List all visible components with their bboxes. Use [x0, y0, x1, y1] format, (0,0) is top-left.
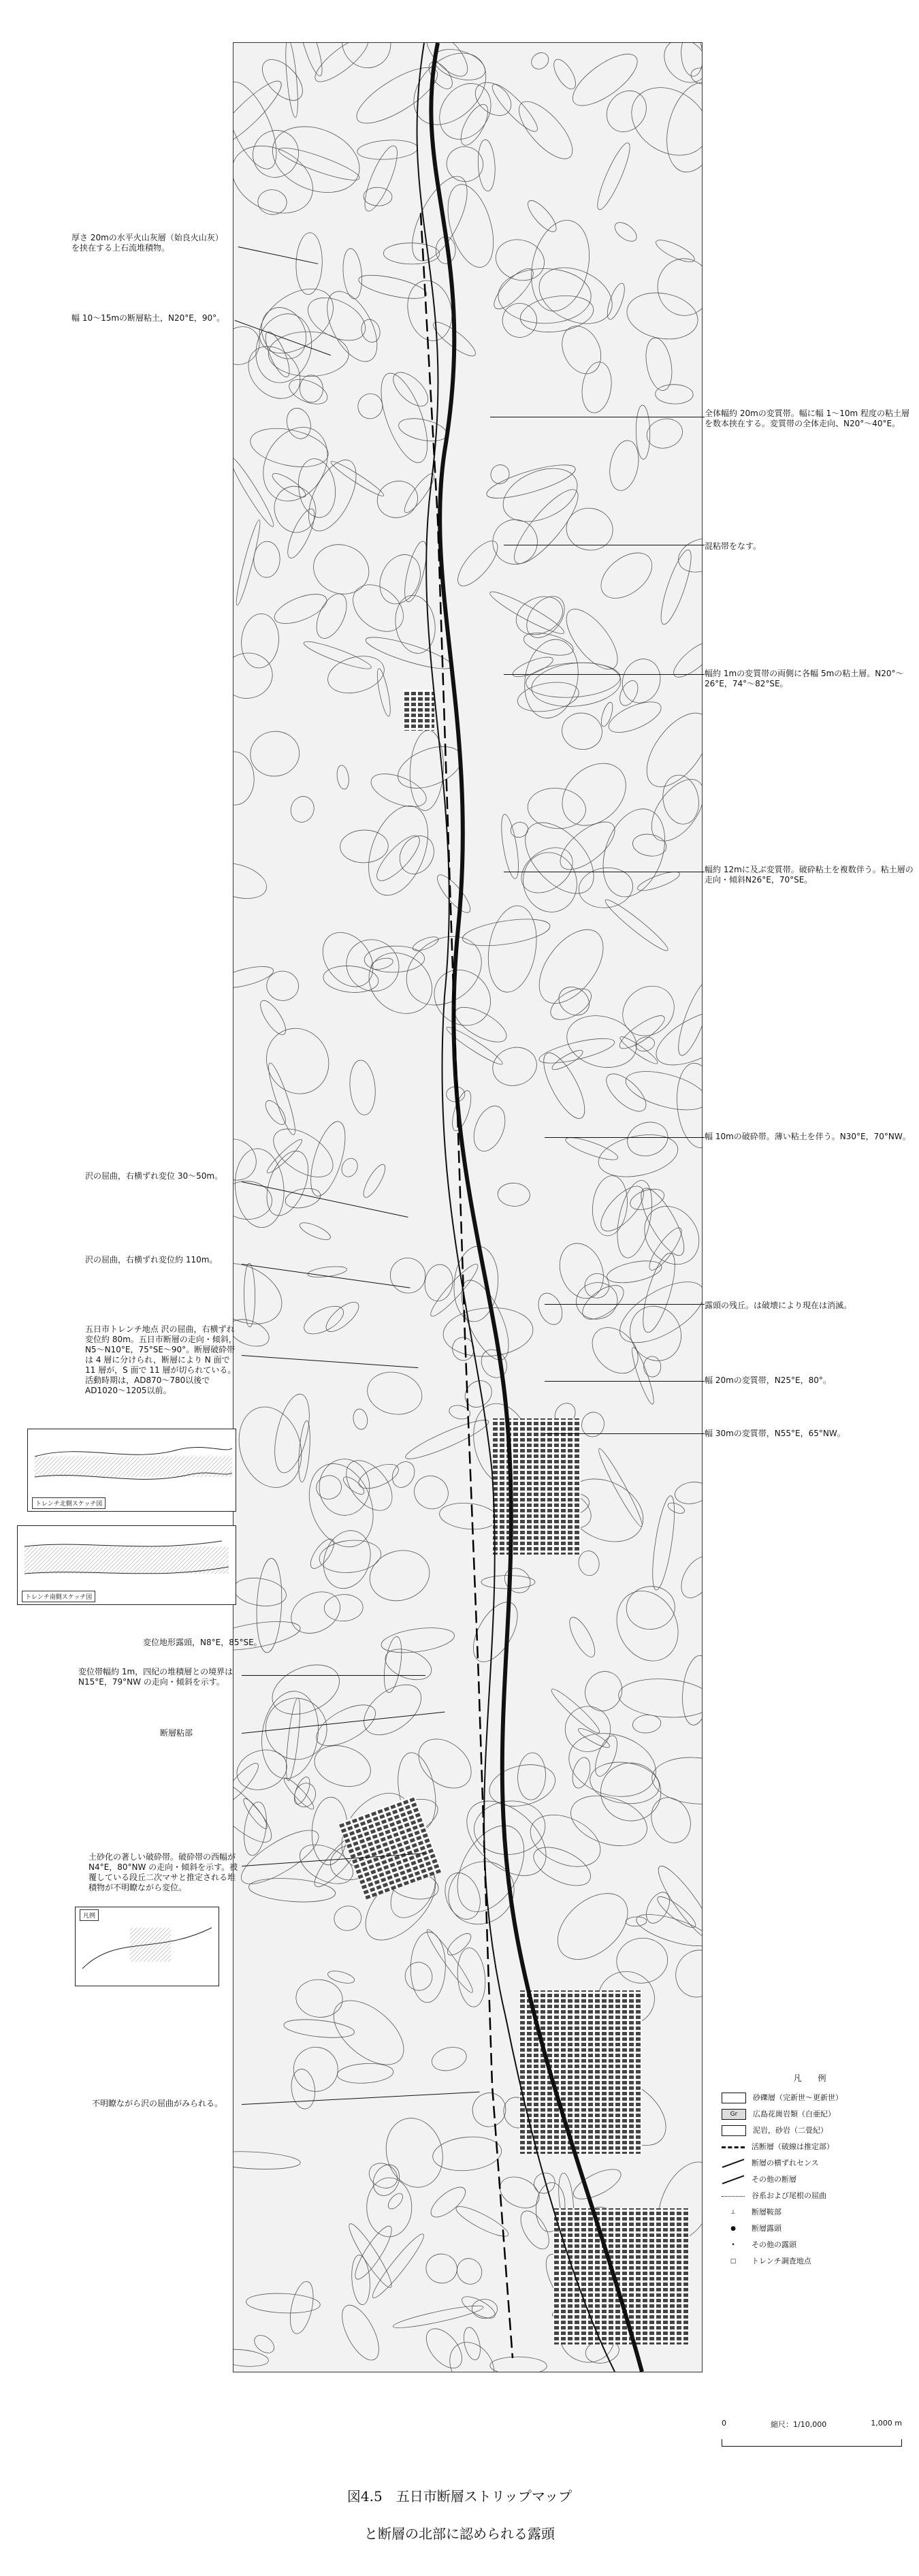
legend-item	[722, 2139, 902, 2155]
town-block	[519, 1990, 642, 2154]
scale-max: 1,000 m	[871, 2419, 902, 2428]
outcrop-sketch	[75, 1907, 219, 1986]
leader-line	[545, 1304, 705, 1305]
legend-swatch	[722, 2146, 745, 2148]
annotation-left-3: 沢の屈曲，右横ずれ変位 30〜50m。	[85, 1171, 223, 1181]
legend-item	[722, 2204, 902, 2221]
town-block	[492, 1418, 581, 1555]
legend-label: 活断層（破線は推定部）	[752, 2142, 834, 2151]
leader-line	[504, 674, 705, 675]
annotation-left-8: 断層粘部	[160, 1728, 193, 1738]
scale-ratio: 縮尺：1/10,000	[771, 2420, 827, 2429]
scale-bar	[722, 2419, 902, 2447]
legend-label: その他の露頭	[752, 2240, 796, 2249]
annotation-right-3: 幅約 1mの変質帯の両側に各幅 5mの粘土層。N20°〜26°E，74°〜82°SE。	[705, 669, 904, 688]
legend-label: その他の断層	[752, 2175, 796, 2184]
legend-mark: Gr	[730, 2111, 738, 2118]
annotation-right-8: 幅 30mの変質帯，N55°E，65°NW。	[705, 1429, 845, 1438]
legend-item	[722, 2237, 902, 2253]
map-legend	[722, 2073, 902, 2298]
annotation-left-10: 不明瞭ながら沢の屈曲がみられる。	[92, 2099, 223, 2108]
legend-label: 砂礫層（完新世〜更新世）	[753, 2093, 843, 2102]
figure-caption-line2: と断層の北部に認められる露頭	[364, 2526, 555, 2542]
annotation-right-6: 露頭の残丘。は破壊により現在は消滅。	[705, 1301, 852, 1310]
legend-swatch	[722, 2125, 746, 2136]
annotation-right-5: 幅 10mの破砕帯。薄い粘土を伴う。N30°E，70°NW。	[705, 1132, 911, 1141]
annotation-right-7: 幅 20mの変質帯，N25°E，80°。	[705, 1376, 831, 1385]
legend-item	[722, 2253, 902, 2270]
trench-sketch-north	[27, 1429, 236, 1512]
legend-swatch	[722, 2109, 746, 2120]
legend-label: 泥岩，砂岩（二畳紀）	[753, 2126, 828, 2135]
legend-swatch: ●	[730, 2225, 736, 2232]
trench-sketch-south	[17, 1525, 236, 1605]
scale-ruler	[722, 2439, 902, 2447]
leader-line	[242, 1675, 425, 1676]
annotation-right-2: 混粘帯をなす。	[705, 541, 762, 551]
legend-item	[722, 2155, 902, 2172]
scale-zero: 0	[722, 2419, 726, 2428]
topographic-contours	[233, 43, 702, 2372]
town-block	[553, 2208, 690, 2344]
leader-line	[545, 1137, 705, 1138]
inset-label: トレンチ南側スケッチ図	[22, 1591, 95, 1602]
legend-item	[722, 2122, 902, 2139]
figure-caption-line1: 図4.5 五日市断層ストリップマップ	[346, 2488, 573, 2505]
legend-label: 谷系および尾根の屈曲	[752, 2191, 826, 2200]
legend-item	[722, 2188, 902, 2204]
annotation-right-1: 全体幅約 20mの変質帯。幅に幅 1〜10m 程度の粘土層を数本挟在する。変質帯の全体走向、N20°〜40°E。	[705, 409, 909, 428]
annotation-left-5: 五日市トレンチ地点 沢の屈曲，右横ずれ変位約 80m。五日市断層の走向・傾斜，N5〜N10°E，75°SE〜90°。断層破砕帯は 4 層に分けられ，断層により N 面で 11 層が，S 面で 11 層が切られている。活動時期は，AD870〜780以後でAD1020〜1205以前。	[85, 1324, 237, 1395]
legend-swatch	[722, 2093, 746, 2103]
inset-label: トレンチ北側スケッチ図	[32, 1497, 106, 1509]
legend-label: 断層の横ずれセンス	[752, 2159, 819, 2167]
legend-item	[722, 2221, 902, 2237]
annotation-left-1: 厚さ 20mの水平火山灰層（始良火山灰）を挟在する上石流堆積物。	[71, 233, 223, 253]
legend-item	[722, 2090, 902, 2106]
annotation-left-2: 幅 10〜15mの断層粘土，N20°E，90°。	[71, 313, 225, 323]
annotation-left-6: 変位地形露頭，N8°E，85°SE。	[143, 1638, 262, 1647]
annotation-left-9: 土砂化の著しい破砕帯。破砕帯の西幅が N4°E，80°NW の走向・傾斜を示す。被覆している段丘二次マサと推定される堆積物が不明瞭ながら変位。	[88, 1852, 238, 1892]
legend-swatch	[722, 2196, 745, 2197]
leader-line	[545, 1433, 705, 1434]
legend-item	[722, 2106, 902, 2122]
annotation-left-7: 変位帯幅約 1m，四紀の堆積層との境界は N15°E，79°NW の走向・傾斜を示す。	[78, 1667, 233, 1687]
legend-swatch: •	[731, 2242, 735, 2248]
inset-label: 凡例	[80, 1909, 99, 1921]
leader-line	[545, 1381, 705, 1382]
annotation-left-4: 沢の屈曲，右横ずれ変位約 110m。	[85, 1255, 218, 1265]
legend-item	[722, 2172, 902, 2188]
town-block	[404, 690, 434, 731]
legend-swatch	[722, 2159, 745, 2168]
legend-title: 凡 例	[793, 2073, 831, 2083]
legend-label: 断層鞍部	[752, 2208, 781, 2216]
legend-label: トレンチ調査地点	[752, 2257, 811, 2265]
annotation-right-4: 幅約 12mに及ぶ変質帯。破砕粘土を複数伴う。粘土層の走向・傾斜N26°E，70°SE。	[705, 865, 914, 885]
legend-swatch: □	[730, 2258, 737, 2265]
legend-label: 断層露頭	[752, 2224, 781, 2233]
legend-swatch	[722, 2175, 745, 2184]
strip-map	[233, 42, 703, 2372]
legend-swatch: ⟂	[730, 2209, 735, 2216]
legend-label: 広島花崗岩類（白亜紀）	[753, 2110, 835, 2118]
